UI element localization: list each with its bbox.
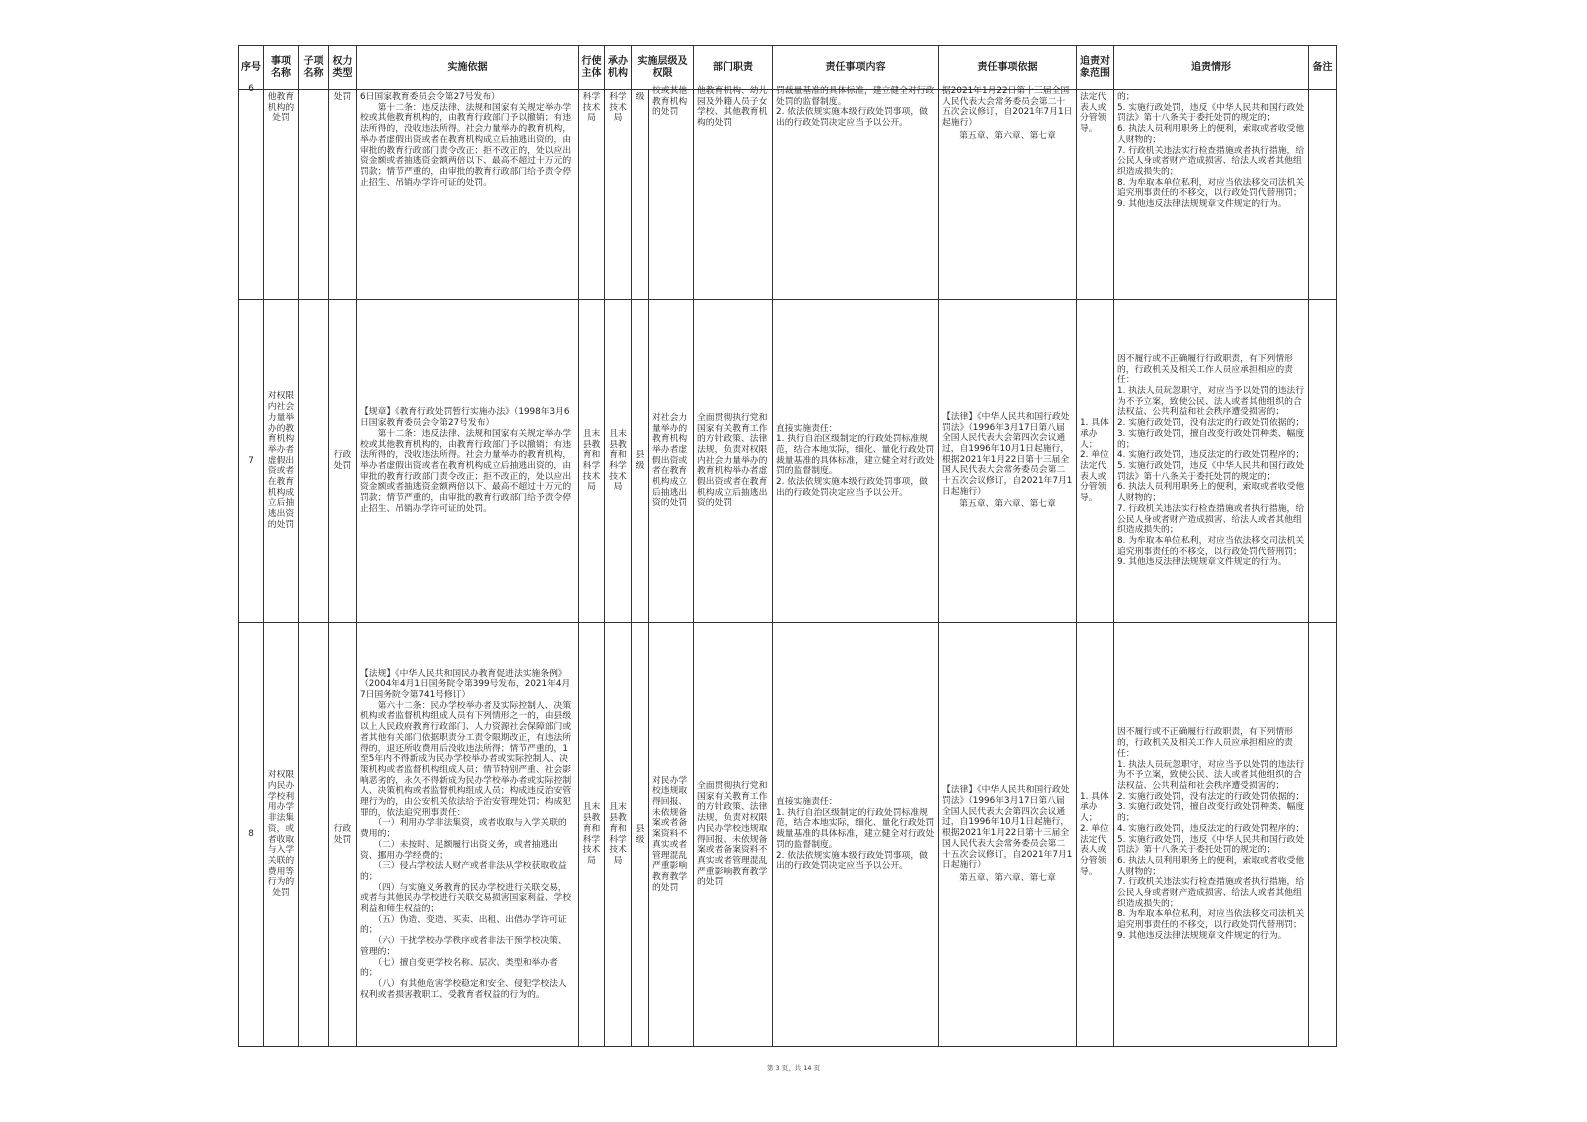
cell-content: [773, 300, 939, 623]
agency-text: 科学技术局: [609, 92, 627, 124]
resp-basis-chapters: 第五章、第六章、第七章: [959, 872, 1056, 883]
cell-situation: [1114, 300, 1309, 623]
duty-text: 全面贯彻执行党和国家有关教育工作的方针政策、法律法规，负责对权限内社会力量举办的教育机构举办者虚假出资或者在教育机构成立后抽逃出资的处罚: [697, 412, 768, 509]
resp-basis-text: 【法律】《中华人民共和国行政处罚法》（1996年3月17日第八届全国人民代表大会第四次会议通过，自1996年10月1日起施行，根据2021年1月22日第十三届全国人民代表大会常务委员会第二十五次会议修订，自2021年7月1日起施行）: [942, 785, 1073, 871]
cell-agency: [605, 90, 632, 300]
basis-text: 【规章】《教育行政处罚暂行实施办法》（1998年3月6日国家教育委员会令第27号发布） 第十二条：违反法律、法规和国家有关规定举办学校或其他教育机构的，由教育行政部门予以撤销；有违法所得的，没收违法所得。社会力量举办的教育机构，举办者虚假出资或者在教育机构成立后抽逃出资的，由审批的教育行政部门责令改正；拒不改正的，处以应出资金额或者抽逃资金额两倍以下、最高不超过十万元的罚款；情节严重的，由审批的教育行政部门给予责令停止招生、吊销办学许可证的处罚。: [360, 407, 572, 514]
cell-serial: [239, 623, 264, 1047]
cell-content: [773, 623, 939, 1047]
header-duty: 部门职责: [694, 46, 773, 90]
resp-basis-wrap: [942, 86, 1073, 142]
scope-wrap: [652, 86, 690, 118]
cell-resp-basis: [939, 86, 1077, 300]
resp-basis-wrap: [942, 412, 1073, 510]
content-text: 直接实施责任： 1. 执行自治区级制定的行政处罚标准规范，结合本地实际，细化、量化行政处罚裁量基准的具体标准，建立健全对行政处罚的监督制度。 2. 依法依规实施本级行政处罚事项，做出的行政处罚决定应当予以公开。: [776, 423, 935, 498]
power-type-text: 处罚: [333, 92, 352, 102]
table-row: [239, 623, 1337, 1047]
serial-value: 6: [248, 84, 254, 94]
cell-scope: [649, 623, 694, 1047]
cell-item-name: [264, 300, 299, 623]
serial-wrap: [240, 84, 262, 95]
header-level: 实施层级及权限: [632, 46, 694, 90]
cell-level: [632, 90, 649, 300]
serial-value: 8: [248, 829, 254, 840]
cell-serial: [239, 84, 264, 300]
cell-scope: [649, 300, 694, 623]
item-name-text: 对权限内社会力量举办的教育机构举办者虚假出资或者在教育机构成立后抽逃出资的处罚: [267, 391, 295, 530]
header-agency: 承办机构: [605, 46, 632, 90]
situation-text: 因不履行或不正确履行行政职责，有下列情形的，行政机关及相关工作人员应承担相应的责任： 1. 执法人员玩忽职守，对应当予以处罚的违法行为不予立案，致使公民、法人或者其他组织的合法权益、公共利益和社会秩序遭受损害的； 2. 实施行政处罚，没有法定的行政处罚依据的； 3. 实施行政处罚，擅自改变行政处罚种类、幅度的； 4. 实施行政处罚，违反法定的行政处罚程序的； 5. 实施行政处罚，违反《中华人民共和国行政处罚法》第十八条关于委托处罚的规定的； 6. 执法人员利用职务上的便利，索取或者收受他人财物的； 7. 行政机关违法实行检查措施或者执行措施，给公民人身或者财产造成损害、给法人或者其他组织造成损失的； 8. 为牟取本单位私利，对应当依法移交司法机关追究刑事责任的不移交，以行政处罚代替刑罚； 9. 其他违反法律法规规章文件规定的行为。: [1117, 727, 1305, 941]
level-text: 县级: [635, 450, 645, 471]
cell-subject: [579, 300, 605, 623]
level-text: 级: [635, 92, 645, 102]
basis-text: 6日国家教育委员会令第27号发布） 第十二条：违反法律、法规和国家有关规定举办学校或其他教育机构的，由教育行政部门予以撤销；有违法所得的，没收违法所得。社会力量举办的教育机构，举办者虚假出资或者在教育机构成立后抽逃出资的，由审批的教育行政部门责令改正；拒不改正的，处以应出资金额或者抽逃资金额两倍以下、最高不超过十万元的罚款；情节严重的，由审批的教育行政部门给予责令停止招生、吊销办学许可证的处罚。: [360, 92, 572, 188]
cell-duty: [694, 86, 773, 300]
header-power-type: 权力类型: [329, 46, 357, 90]
cell-basis: [357, 300, 579, 623]
serial-value: 7: [248, 455, 254, 466]
scope-text: 对社会力量举办的教育机构举办者虚假出资或者在教育机构成立后抽逃出资的处罚: [652, 412, 688, 509]
subject-text: 且末县教育和科学技术局: [582, 428, 601, 493]
cell-note: [1309, 623, 1337, 1047]
cell-subject: [579, 90, 605, 300]
header-basis: 实施依据: [357, 46, 579, 90]
item-name-text: 他教育机构的处罚: [267, 92, 295, 124]
scope-text: 校或其他教育机构的处罚: [652, 86, 688, 118]
agency-text: 且末县教育和科学技术局: [609, 428, 627, 493]
header-serial: 序号: [239, 46, 264, 90]
cell-target: [1077, 300, 1114, 623]
content-text: 罚裁量基准的具体标准，建立健全对行政处罚的监督制度。 2. 依法依规实施本级行政处罚事项，做出的行政处罚决定应当予以公开。: [776, 86, 935, 129]
cell-subitem-name: [299, 300, 329, 623]
target-text: 法定代表人或分管领导。: [1080, 92, 1107, 135]
header-row: [239, 46, 1337, 90]
cell-subject: [579, 623, 605, 1047]
header-item-name: 事项名称: [264, 46, 299, 90]
cell-basis: [357, 623, 579, 1047]
table-row: [239, 300, 1337, 623]
cell-basis: [357, 90, 579, 300]
scope-text: 对民办学校违规取得回报、未依规备案或者备案资料不真实或者管理混乱严重影响教育教学的处罚: [652, 775, 688, 893]
content-text: 直接实施责任： 1. 执行自治区级制定的行政处罚标准规范，结合本地实际，细化、量化行政处罚裁量基准的具体标准，建立健全对行政处罚的监督制度。 2. 依法依规实施本级行政处罚事项，做出的行政处罚决定应当予以公开。: [776, 797, 935, 872]
resp-basis-text: 【法律】《中华人民共和国行政处罚法》（1996年3月17日第八届全国人民代表大会第四次会议通过，自1996年10月1日起施行，根据2021年1月22日第十三届全国人民代表大会常务委员会第二十五次会议修订，自2021年7月1日起施行）: [942, 411, 1073, 497]
power-type-text: 行政处罚: [333, 823, 352, 845]
cell-power-type: [329, 90, 357, 300]
cell-level: [632, 623, 649, 1047]
header-resp-basis: 责任事项依据: [939, 46, 1077, 90]
cell-note: [1309, 300, 1337, 623]
content-wrap: [776, 86, 935, 129]
cell-situation: [1114, 90, 1309, 300]
resp-basis-chapters: 第五章、第六章、第七章: [959, 499, 1056, 510]
subject-text: 且末县教育和科学技术局: [582, 802, 601, 866]
item-name-text: 对权限内民办学校利用办学非法集资，或者收取与入学关联的费用等行为的处罚: [267, 770, 295, 899]
header-target: 追责对象范围: [1077, 46, 1114, 90]
duty-wrap: [697, 86, 769, 129]
header-situation: 追责情形: [1114, 46, 1309, 90]
resp-basis-wrap: [942, 785, 1073, 883]
responsibility-table: [238, 45, 1337, 1047]
header-content: 责任事项内容: [773, 46, 939, 90]
subject-text: 科学技术局: [582, 92, 601, 124]
cell-situation: [1114, 623, 1309, 1047]
duty-text: 全面贯彻执行党和国家有关教育工作的方针政策、法律法规，负责对权限内民办学校违规取得回报、未依规备案或者备案资料不真实或者管理混乱严重影响教育教学的处罚: [697, 780, 768, 888]
cell-resp-basis: [939, 300, 1077, 623]
power-type-text: 行政处罚: [333, 450, 352, 471]
cell-note: [1309, 90, 1337, 300]
cell-power-type: [329, 300, 357, 623]
cell-target: [1077, 623, 1114, 1047]
cell-item-name: [264, 623, 299, 1047]
duty-text: 他教育机构、幼儿园及外籍人员子女学校、其他教育机构的处罚: [697, 86, 768, 129]
cell-target: [1077, 90, 1114, 300]
basis-text: 【法规】《中华人民共和国民办教育促进法实施条例》（2004年4月1日国务院令第399号发布，2021年4月7日国务院令第741号修订） 第六十二条：民办学校举办者及实际控制人、决策机构或者监督机构组成人员有下列情形之一的，由县级以上人民政府教育行政部门、人力资源社会保障部门或者其他有关部门依据职责分工责令限期改正，有违法所得的，退还所收费用后没收违法所得；情节严重的，1至5年内不得新成为民办学校举办者或实际控制人、决策机构或者监督机构组成人员；情节特别严重、社会影响恶劣的，永久不得新成为民办学校举办者或实际控制人、决策机构或者监督机构组成人员；构成违反治安管理行为的，由公安机关依法给予治安管理处罚；构成犯罪的，依法追究刑事责任： （一）利用办学非法集资，或者收取与入学关联的费用的； （二）未按时、足额履行出资义务，或者抽逃出资、挪用办学经费的； （三）侵占学校法人财产或者非法从学校获取收益的； （四）与实施义务教育的民办学校进行关联交易，或者与其他民办学校进行关联交易损害国家利益、学校利益和师生权益的； （五）伪造、变造、买卖、出租、出借办学许可证的； （六）干扰学校办学秩序或者非法干预学校决策、管理的； （七）擅自变更学校名称、层次、类型和举办者的； （八）有其他危害学校稳定和安全、侵犯学校法人权利或者损害教职工、受教育者权益的行为的。: [360, 668, 572, 1000]
situation-text: 的； 5. 实施行政处罚，违反《中华人民共和国行政处罚法》第十八条关于委托处罚的规定的； 6. 执法人员利用职务上的便利，索取或者收受他人财物的； 7. 行政机关违法实行检查措施或者执行措施，给公民人身或者财产造成损害、给法人或者其他组织造成损失的； 8. 为牟取本单位私利，对应当依法移交司法机关追究刑事责任的不移交，以行政处罚代替刑罚； 9. 其他违反法律法规规章文件规定的行为。: [1117, 92, 1305, 210]
cell-agency: [605, 300, 632, 623]
cell-subitem-name: [299, 90, 329, 300]
cell-subitem-name: [299, 623, 329, 1047]
target-text: 1. 具体承办人； 2. 单位法定代表人或分管领导。: [1080, 791, 1109, 877]
resp-basis-text: 据2021年1月22日第十三届全国人民代表大会常务委员会第二十五次会议修订，自2021年7月1日起施行）: [942, 86, 1073, 129]
cell-duty: [694, 300, 773, 623]
cell-power-type: [329, 623, 357, 1047]
header-subject: 行使主体: [579, 46, 605, 90]
header-note: 备注: [1309, 46, 1337, 90]
cell-item-name: [264, 90, 299, 300]
cell-serial: [239, 300, 264, 623]
header-subitem-name: 子项名称: [299, 46, 329, 90]
cell-level: [632, 300, 649, 623]
page-footer: 第 3 页，共 14 页: [766, 1064, 821, 1072]
level-text: 县级: [635, 823, 645, 845]
cell-content: [773, 86, 939, 300]
cell-agency: [605, 623, 632, 1047]
agency-text: 且末县教育和科学技术局: [609, 802, 627, 866]
cell-resp-basis: [939, 623, 1077, 1047]
resp-basis-chapters: 第五章、第六章、第七章: [959, 130, 1056, 141]
target-text: 1. 具体承办人； 2. 单位法定代表人或分管领导。: [1080, 418, 1109, 504]
situation-text: 因不履行或不正确履行行政职责，有下列情形的，行政机关及相关工作人员应承担相应的责任： 1. 执法人员玩忽职守，对应当予以处罚的违法行为不予立案，致使公民、法人或者其他组织的合法权益、公共利益和社会秩序遭受损害的； 2. 实施行政处罚，没有法定的行政处罚依据的； 3. 实施行政处罚，擅自改变行政处罚种类、幅度的； 4. 实施行政处罚，违反法定的行政处罚程序的； 5. 实施行政处罚，违反《中华人民共和国行政处罚法》第十八条关于委托处罚的规定的； 6. 执法人员利用职务上的便利，索取或者收受他人财物的； 7. 行政机关违法实行检查措施或者执行措施，给公民人身或者财产造成损害、给法人或者其他组织造成损失的； 8. 为牟取本单位私利，对应当依法移交司法机关追究刑事责任的不移交，以行政处罚代替刑罚； 9. 其他违反法律法规规章文件规定的行为。: [1117, 353, 1305, 568]
cell-scope: [649, 86, 694, 300]
table-row: [239, 90, 1337, 300]
cell-duty: [694, 623, 773, 1047]
